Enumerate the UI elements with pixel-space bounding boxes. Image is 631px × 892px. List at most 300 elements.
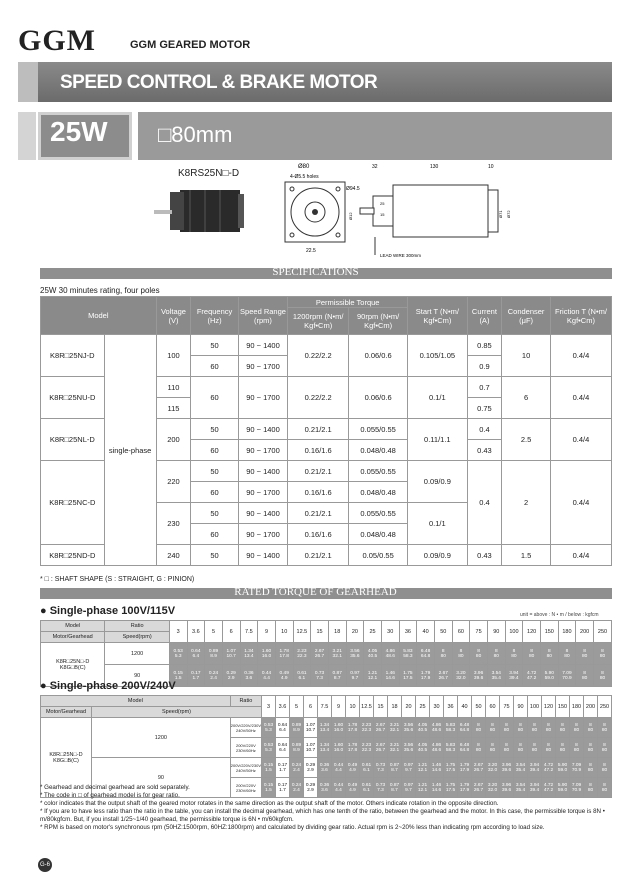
cell: 8 80 [593,665,611,687]
gear-table-200v [40,695,612,798]
cell: 180 [570,696,584,718]
cell: 200V/220V 230V/60Hz [230,738,261,758]
cell: 0.4/4 [550,545,611,566]
cell: 250 [598,696,612,718]
cell: 3.6 [187,621,205,643]
section-100v: ● Single-phase 100V/115V [40,605,176,617]
cell: 8 80 [486,718,500,738]
torque-title: RATED TORQUE OF GEARHEAD [234,586,397,598]
h-model: Model [41,297,157,335]
page-number: G-6 [38,858,52,872]
cell: 8 80 [470,643,488,665]
cell: 100 [528,696,542,718]
cell: 0.89 8.9 [290,738,304,758]
cell: 0.29 2.9 [222,665,240,687]
cell: 0.53 5.3 [169,643,187,665]
cell: 1.78 17.8 [275,643,293,665]
cell: 0.29 2.9 [304,778,318,798]
cell: 3.6 [276,696,290,718]
note-0: * Gearhead and decimal gearhead are sold separately. [40,784,190,791]
cell: 0.24 2.4 [205,665,223,687]
gear-model-2: K8R□25N□-D K8G□B(C) [41,718,92,798]
cell: 90 ~ 1400 [238,545,287,566]
cell: 5.83 58.3 [444,738,458,758]
cell: 8 80 [500,718,514,738]
cell: 7.09 70.9 [570,758,584,778]
cell: 150 [556,696,570,718]
cell: 0.21/2.1 [288,419,349,440]
model-nc: K8R□25NC-D [41,461,105,545]
cell: 9 [332,696,346,718]
cell: 3.20 32.0 [486,778,500,798]
cell: 60 [191,356,238,377]
cell: 220 [156,461,191,503]
cell: 200V/220V/230V 240V/50Hz [230,758,261,778]
cell: 90 ~ 1400 [238,335,287,356]
cell: 1.34 13.4 [240,643,258,665]
cell: 1.34 13.4 [318,738,332,758]
cell: 8 80 [505,643,523,665]
cell: 5.90 59.0 [556,778,570,798]
cell: 0.75 [467,398,502,419]
cell: 8 80 [523,643,541,665]
note-1: * The code in □ of gearhead model is for gear ratio. [40,792,180,799]
cell: 1200 [105,643,169,665]
cell: 8 80 [593,643,611,665]
cell: 2.67 26.7 [472,758,486,778]
cell: 1.60 16.0 [332,718,346,738]
cell: 240 [156,545,191,566]
watt-accent [18,112,36,160]
cell: 4.72 47.2 [523,665,541,687]
cell: 0.09/0.9 [408,461,467,503]
cell: 1.79 17.9 [458,778,472,798]
cell: 0.44 4.4 [332,758,346,778]
cell: 2.67 26.7 [311,643,329,665]
cell: 200 [584,696,598,718]
cell: 0.048/0.48 [349,524,408,545]
cell: 0.49 4.9 [346,758,360,778]
cell: 0.21/2.1 [288,545,349,566]
h-friction: Friction T (N•m/ Kgf•Cm) [550,297,611,335]
cell: 8 80 [528,718,542,738]
cell: 5.90 59.0 [540,665,558,687]
cell: 0.64 6.4 [276,738,290,758]
cell: 0.49 4.9 [346,778,360,798]
cell: 0.7 [467,377,502,398]
cell: 2.67 26.7 [374,718,388,738]
cell: 90 ~ 1700 [238,482,287,503]
cell: 2.67 26.7 [374,738,388,758]
cell: 3.96 39.6 [470,665,488,687]
cell: 0.44 4.4 [332,778,346,798]
h-frequency: Frequency (Hz) [191,297,238,335]
cell: 50 [191,335,238,356]
spec-table [40,296,612,566]
cell: 7.09 70.9 [558,665,576,687]
cell: 90 ~ 1400 [238,503,287,524]
cell: 1.34 13.4 [318,718,332,738]
cell: 0.4/4 [550,377,611,419]
cell: 0.87 8.7 [328,665,346,687]
cell: 0.73 7.3 [374,758,388,778]
cell: 0.17 1.7 [276,778,290,798]
cell: 2.23 22.3 [360,718,374,738]
cell: 20 [346,621,364,643]
cell: 0.36 3.6 [318,758,332,778]
cell: 8 80 [598,778,612,798]
brand-subtitle: GGM GEARED MOTOR [130,39,251,51]
cell: 8 80 [542,718,556,738]
cell: 6.48 64.8 [417,643,435,665]
cell: 1.07 10.7 [304,718,318,738]
cell: 100 [156,335,191,377]
shaft-note: * □ : SHAFT SHAPE (S : STRAIGHT, G : PINION) [40,576,195,583]
cell: 3.54 35.4 [514,778,528,798]
cell: 120 [523,621,541,643]
cell: 0.87 8.7 [388,778,402,798]
cell: 0.15 1.5 [262,778,276,798]
cell: 3.54 35.4 [487,665,505,687]
cell: 2.5 [502,419,551,461]
cell: 10 [346,696,360,718]
cell: 8 80 [514,738,528,758]
cell: 6.48 64.8 [458,738,472,758]
cell: 8 80 [576,665,594,687]
cell: 3 [169,621,187,643]
cell: Motor/Gearhead [41,707,92,718]
cell: 200 [156,419,191,461]
cell: 0.11/1.1 [408,419,467,461]
cell: 0.4/4 [550,335,611,377]
cell: 3.94 39.4 [528,758,542,778]
watt-label: 25W [50,116,108,147]
cell: 8 80 [576,643,594,665]
dim-s3: Ø12 [348,212,353,220]
cell: 36 [399,621,417,643]
cell: 1.79 17.9 [417,665,435,687]
cell: 0.1/1 [408,503,467,545]
cell: 8 80 [584,758,598,778]
cell: 25 [364,621,382,643]
cell: 50 [472,696,486,718]
cell: 0.73 7.3 [374,778,388,798]
cell: 3.96 39.6 [500,778,514,798]
cell: 90 ~ 1700 [238,440,287,461]
cell: 1.07 10.7 [222,643,240,665]
cell: 0.21/2.1 [288,503,349,524]
cell: 0.1/1 [408,377,467,419]
cell: 0.055/0.55 [349,461,408,482]
footnotes [40,784,612,832]
cell: 5.83 58.3 [399,643,417,665]
cell: 1.75 17.5 [399,665,417,687]
cell: 1.78 17.8 [346,738,360,758]
cell: 6 [502,377,551,419]
cell: Speed(rpm) [105,632,169,643]
cell: 60 [191,482,238,503]
cell: 8 80 [542,738,556,758]
cell: 4.72 47.2 [542,758,556,778]
cell: Model [41,621,105,632]
cell: 8 80 [434,643,452,665]
cell: 0.15 1.5 [169,665,187,687]
cell: 60 [191,440,238,461]
cell: 8 80 [570,738,584,758]
cell: 0.4/4 [550,461,611,545]
model-nu: K8R□25NU-D [41,377,105,419]
cell: 3.56 35.6 [402,718,416,738]
cell: 3.54 35.4 [514,758,528,778]
dim-sq: 22.5 [306,248,316,254]
cell: 90 [105,665,169,687]
cell: 4.05 40.5 [364,643,382,665]
cell: 100 [505,621,523,643]
dim-lead: LEAD WIRE 300mm [380,253,422,258]
cell: 8 80 [472,738,486,758]
cell: 3.94 39.4 [505,665,523,687]
h-voltage: Voltage (V) [156,297,191,335]
cell: 18 [388,696,402,718]
cell: 4.72 47.2 [542,778,556,798]
cell: 0.73 7.3 [311,665,329,687]
cell: 110 [156,377,191,398]
cell: 0.61 6.1 [293,665,311,687]
cell: 2.23 22.3 [293,643,311,665]
cell: 40 [458,696,472,718]
dim-d1: Ø80 [298,164,310,170]
cell: 0.048/0.48 [349,482,408,503]
cell: 0.43 [467,440,502,461]
cell: 8 80 [514,718,528,738]
cell: 90 [487,621,505,643]
cell: 1.79 17.9 [458,758,472,778]
cell: 50 [191,419,238,440]
cell: 0.61 6.1 [360,758,374,778]
cell: 250 [593,621,611,643]
cell: 1.21 12.1 [416,778,430,798]
cell: 230 [156,503,191,545]
cell: 25 [416,696,430,718]
cell: 20 [402,696,416,718]
unit-note-1: unit = above : N • m / below : kgfcm [520,612,599,618]
cell: 115 [156,398,191,419]
cell: 8 80 [500,738,514,758]
cell: 0.055/0.55 [349,419,408,440]
cell: 0.43 [467,545,502,566]
cell: 50 [191,503,238,524]
cell: 0.4/4 [550,419,611,461]
cell: 60 [486,696,500,718]
page-title: SPEED CONTROL & BRAKE MOTOR [60,72,378,93]
cell: 6 [304,696,318,718]
h-t90: 90rpm (N•m/ Kgf•Cm) [349,308,408,335]
cell: 4.86 48.6 [381,643,399,665]
cell: 0.15 1.5 [262,758,276,778]
cell: 7.5 [240,621,258,643]
cell: 1.60 16.0 [258,643,276,665]
cell: 8 80 [487,643,505,665]
cell: 0.89 8.9 [290,718,304,738]
cell: 90 ~ 1700 [238,356,287,377]
cell: 3.96 39.6 [500,758,514,778]
cell: 120 [542,696,556,718]
cell: 2.67 26.7 [434,665,452,687]
cell: 8 80 [472,718,486,738]
cell: 0.64 6.4 [187,643,205,665]
cell: 7.09 70.9 [570,778,584,798]
cell: 1.78 17.8 [346,718,360,738]
dim-d3: Ø94.5 [346,186,360,192]
cell: 8 80 [452,643,470,665]
section-200v: ● Single-phase 200V/240V [40,680,176,692]
cell: 90 [514,696,528,718]
cell: 90 ~ 1400 [238,419,287,440]
cell: 0.17 1.7 [276,758,290,778]
cell: 90 [92,758,231,798]
cell: 3.56 35.6 [402,738,416,758]
cell: 0.22/2.2 [288,377,349,419]
cell: 50 [191,545,238,566]
cell: 1.60 16.0 [332,738,346,758]
cell: Speed(rpm) [92,707,262,718]
cell: 1.46 14.6 [430,778,444,798]
cell: 0.61 6.1 [360,778,374,798]
gear-model-1: K8R□25N□-D K8G□B(C) [41,643,105,687]
cell: 6.48 64.8 [458,718,472,738]
cell: 8 80 [570,718,584,738]
cell: Motor/Gearhead [41,632,105,643]
rating-text: 25W 30 minutes rating, four poles [40,286,160,295]
cell: 2 [502,461,551,545]
cell: 8 80 [584,778,598,798]
cell: 15 [311,621,329,643]
cell: 8 80 [558,643,576,665]
cell: 1.07 10.7 [304,738,318,758]
cell: 36 [444,696,458,718]
cell: 90 ~ 1700 [238,377,287,419]
cell: 0.44 4.4 [258,665,276,687]
cell: 200 [576,621,594,643]
cell: 1.46 14.6 [430,758,444,778]
cell: 18 [328,621,346,643]
cell: 0.4 [467,461,502,545]
cell: 0.16/1.6 [288,482,349,503]
cell: 8 80 [584,718,598,738]
cell: 3.21 32.1 [388,718,402,738]
cell: 1.21 12.1 [416,758,430,778]
cell: 0.05/0.55 [349,545,408,566]
note-4: * RPM is based on motor's synchronous rpm (50HZ:1500rpm, 60HZ:1800rpm) and calculated by dividing gear ratio. Actual rpm is 2~20% less than indicating rpm according to load size. [40,824,545,831]
cell: 8 80 [486,738,500,758]
cell: 0.09/0.9 [408,545,467,566]
dim-top3: 10 [488,164,494,170]
cell: 0.06/0.6 [349,335,408,377]
cell: 180 [558,621,576,643]
note-3: * If you are to have less ratio than the ratio in the table, you can install the decimal gearhead, which has one tenth of the ratio, between the gearhead and the motor. In this case, the permissible torque is 8N • m/80kgfcm. But, if you install 1/25~1/40 gearhead, the permissible torque is 6N • m/60kgfcm. [40,808,605,823]
cell: 8 80 [528,738,542,758]
cell: 4.86 48.6 [430,718,444,738]
cell: 0.53 5.3 [262,718,276,738]
h-condenser: Condenser (μF) [502,297,551,335]
dim-s5: 15 [380,212,385,217]
cell: 0.85 [467,335,502,356]
cell: 2.23 22.3 [360,738,374,758]
cell: 0.055/0.55 [349,503,408,524]
cell: 10 [502,335,551,377]
cell: 6 [222,621,240,643]
cell: 4.05 40.5 [416,718,430,738]
cell: 0.89 8.9 [205,643,223,665]
cell: 0.22/2.2 [288,335,349,377]
cell: 9 [258,621,276,643]
cell: 0.53 5.3 [262,738,276,758]
h-torque: Permissible Torque [288,297,408,308]
cell: 30 [381,621,399,643]
cell: 1.5 [502,545,551,566]
cell: 0.97 9.7 [346,665,364,687]
cell: 0.36 3.6 [318,778,332,798]
cell: 3.20 32.0 [452,665,470,687]
dim-s2: Ø72 [506,210,511,218]
cell: 5.83 58.3 [444,718,458,738]
cell: 12.5 [293,621,311,643]
cell: 75 [500,696,514,718]
cell: 0.64 6.4 [276,718,290,738]
cell: 8 80 [540,643,558,665]
cell: 8 80 [556,738,570,758]
cell: 3.21 32.1 [328,643,346,665]
cell: 5 [290,696,304,718]
h-start: Start T (N•m/ Kgf•Cm) [408,297,467,335]
h-speed: Speed Range (rpm) [238,297,287,335]
cell: 1.46 14.6 [381,665,399,687]
h-current: Current (A) [467,297,502,335]
cell: 0.16/1.6 [288,524,349,545]
cell: 60 [452,621,470,643]
cell: 1.75 17.5 [444,758,458,778]
cell: 8 80 [598,738,612,758]
phase-label: single-phase [104,335,156,566]
model-nl: K8R□25NL-D [41,419,105,461]
cell: 0.97 9.7 [402,758,416,778]
h-t1200: 1200rpm (N•m/ Kgf•Cm) [288,308,349,335]
cell: 3.20 32.0 [486,758,500,778]
cell: 90 ~ 1400 [238,461,287,482]
dim-holes: 4-Ø5.5 holes [290,174,319,180]
cell: 0.21/2.1 [288,461,349,482]
cell: 1.21 12.1 [364,665,382,687]
dim-s4: 25 [380,201,385,206]
dim-top2: 130 [430,164,439,170]
cell: Ratio [230,696,261,707]
dimension-drawing [270,160,620,260]
cell: 75 [470,621,488,643]
cell: 4.05 40.5 [416,738,430,758]
note-2: * color indicates that the output shaft of the geared motor rotates in the same direction as the output shaft of the motor. Others indicate rotation in the opposite direction. [40,800,499,807]
model-nd: K8R□25ND-D [41,545,105,566]
gear-table-100v [40,620,612,687]
size-label: □80mm [158,122,233,147]
cell: 1.75 17.5 [444,778,458,798]
spec-title: SPECIFICATIONS [272,266,359,278]
cell: 0.97 9.7 [402,778,416,798]
cell: 8 80 [556,718,570,738]
cell: 0.17 1.7 [187,665,205,687]
cell: 4.86 48.6 [430,738,444,758]
cell: Model [41,696,231,707]
cell: 0.4 [467,419,502,440]
